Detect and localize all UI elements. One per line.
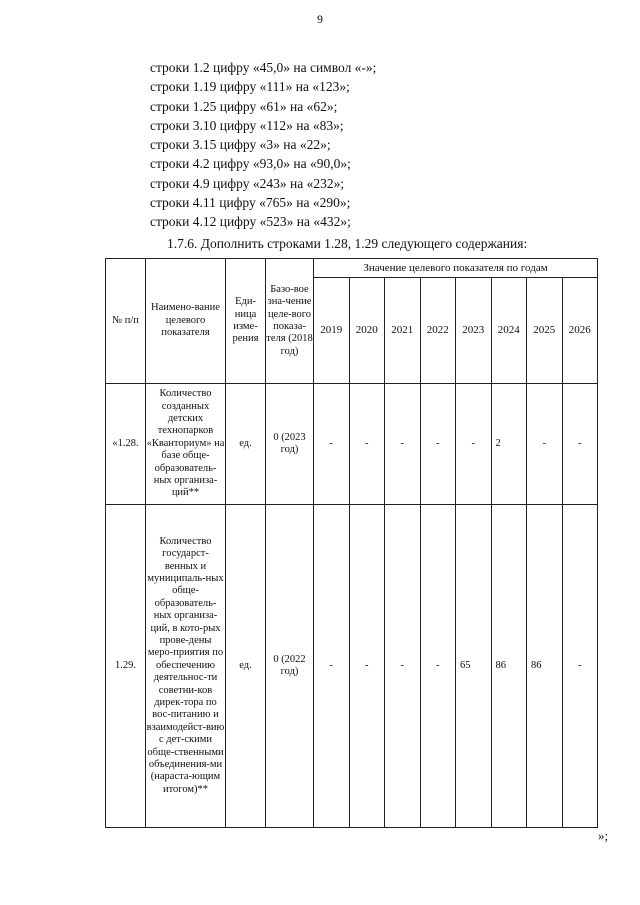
amendment-line: строки 4.11 цифру «765» на «290»;: [150, 195, 351, 211]
header-year: 2026: [562, 278, 598, 384]
amendment-line: строки 4.2 цифру «93,0» на «90,0»;: [150, 156, 351, 172]
closing-quote: »;: [598, 828, 609, 843]
year-value: 86: [527, 505, 563, 828]
table-row: [106, 505, 598, 828]
amendment-list: [150, 58, 376, 232]
header-num: № п/п: [106, 259, 146, 384]
indicators-table: [105, 258, 598, 828]
base-value: 0 (2022 год): [266, 505, 314, 828]
amendment-line: строки 1.2 цифру «45,0» на символ «-»;: [150, 60, 377, 75]
indicator-name: Количество созданных детских технопарков «Кванториум» на базе обще-образователь-ных организа-ций**: [146, 384, 226, 505]
intro-paragraph: 1.7.6. Дополнить строками 1.28, 1.29 следующего содержания:: [167, 236, 528, 251]
row-number: 1.29.: [106, 505, 146, 828]
year-value: -: [420, 505, 456, 828]
amendment-line: строки 4.12 цифру «523» на «432»;: [150, 214, 351, 230]
page-number: 9: [317, 12, 323, 26]
year-value: -: [314, 384, 350, 505]
header-year: 2021: [385, 278, 421, 384]
unit-cell: ед.: [226, 384, 266, 505]
table-row: [106, 384, 598, 505]
amendment-line: строки 4.9 цифру «243» на «232»;: [150, 175, 345, 191]
base-value: 0 (2023 год): [266, 384, 314, 505]
amendment-line: строки 1.25 цифру «61» на «62»;: [150, 98, 338, 114]
header-year: 2023: [456, 278, 492, 384]
year-value: -: [527, 384, 563, 505]
year-value: 65: [456, 505, 492, 828]
year-value: -: [562, 505, 598, 828]
unit-cell: ед.: [226, 505, 266, 828]
year-value: -: [385, 384, 421, 505]
year-value: 86: [491, 505, 527, 828]
header-year: 2020: [349, 278, 385, 384]
header-name: Наимено-вание целевого показателя: [146, 259, 226, 384]
amendment-line: строки 3.15 цифру «3» на «22»;: [150, 137, 331, 153]
header-year: 2022: [420, 278, 456, 384]
row-number: «1.28.: [106, 384, 146, 505]
year-value: -: [385, 505, 421, 828]
amendment-line: строки 3.10 цифру «112» на «83»;: [150, 117, 344, 133]
header-unit: Еди-ница изме-рения: [226, 259, 266, 384]
header-year: 2024: [491, 278, 527, 384]
year-value: -: [349, 384, 385, 505]
header-year: 2019: [314, 278, 350, 384]
header-base: Базо-вое зна-чение целе-вого показа-теля (2018 год): [266, 259, 314, 384]
header-years-group: Значение целевого показателя по годам: [314, 259, 598, 278]
year-value: -: [456, 384, 492, 505]
year-value: 2: [491, 384, 527, 505]
year-value: -: [349, 505, 385, 828]
year-value: -: [314, 505, 350, 828]
indicator-name: Количество государст-венных и муниципаль-ных обще-образователь-ных организа-ций, в кото-рых прове-дены меро-приятия по обеспечению деятельнос-ти советни-ков дирек-тора по вос-питанию и взаимодейст-вию с дет-скими обще-ственными объединения-ми (нараста-ющим итогом)**: [146, 505, 226, 828]
year-value: -: [562, 384, 598, 505]
header-year: 2025: [527, 278, 563, 384]
year-value: -: [420, 384, 456, 505]
amendment-line: строки 1.19 цифру «111» на «123»;: [150, 79, 350, 95]
